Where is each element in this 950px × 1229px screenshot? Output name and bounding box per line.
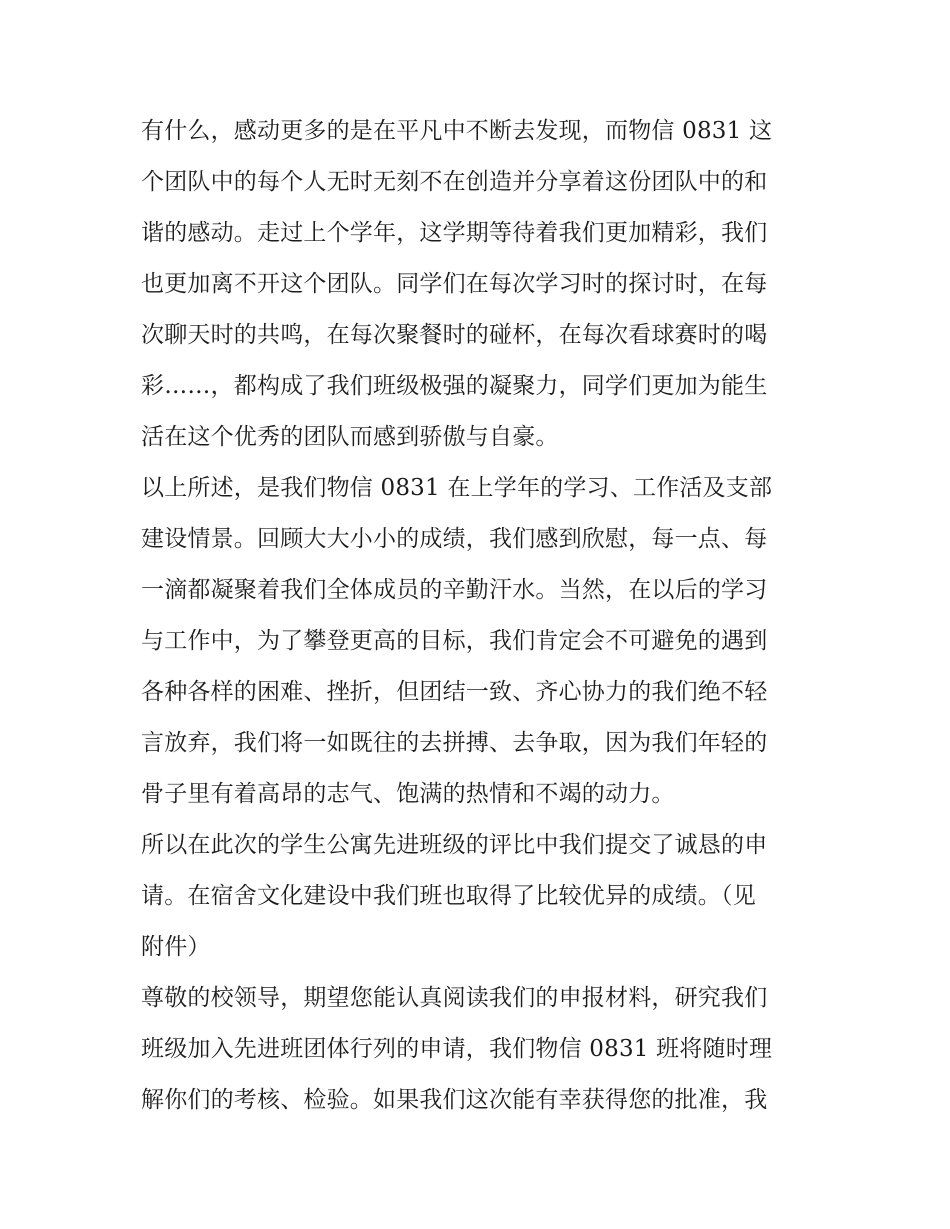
text-line: 与工作中，为了攀登更高的目标，我们肯定会不可避免的遇到 <box>141 628 768 654</box>
text-line: 也更加离不开这个团队。同学们在每次学习时的探讨时，在每 <box>141 271 768 297</box>
text-line: 尊敬的校领导，期望您能认真阅读我们的申报材料，研究我们 <box>141 985 768 1011</box>
text-line: 有什么，感动更多的是在平凡中不断去发现，而物信 0831 这 <box>141 118 773 144</box>
text-line: 各种各样的困难、挫折，但团结一致、齐心协力的我们绝不轻 <box>141 679 768 705</box>
text-line: 言放弃，我们将一如既往的去拼搏、去争取，因为我们年轻的 <box>141 730 768 756</box>
text-line: 彩……，都构成了我们班级极强的凝聚力，同学们更加为能生 <box>141 373 768 399</box>
text-line: 一滴都凝聚着我们全体成员的辛勤汗水。当然，在以后的学习 <box>141 577 768 603</box>
text-line: 次聊天时的共鸣，在每次聚餐时的碰杯，在每次看球赛时的喝 <box>141 322 768 348</box>
text-line: 建设情景。回顾大大小小的成绩，我们感到欣慰，每一点、每 <box>141 526 768 552</box>
body-text <box>141 106 821 1126</box>
text-line: 班级加入先进班团体行列的申请，我们物信 0831 班将随时理 <box>141 1036 773 1062</box>
text-line: 活在这个优秀的团队而感到骄傲与自豪。 <box>141 424 559 450</box>
text-line: 谐的感动。走过上个学年，这学期等待着我们更加精彩，我们 <box>141 220 768 246</box>
text-line: 所以在此次的学生公寓先进班级的评比中我们提交了诚恳的申 <box>141 832 768 858</box>
text-line: 骨子里有着高昂的志气、饱满的热情和不竭的动力。 <box>141 781 675 807</box>
text-line: 附件） <box>141 934 211 960</box>
text-line: 以上所述，是我们物信 0831 在上学年的学习、工作活及支部 <box>141 475 773 501</box>
text-line: 个团队中的每个人无时无刻不在创造并分享着这份团队中的和 <box>141 169 768 195</box>
text-line: 请。在宿舍文化建设中我们班也取得了比较优异的成绩。（见 <box>141 883 756 909</box>
text-line: 解你们的考核、检验。如果我们这次能有幸获得您的批准，我 <box>141 1087 768 1113</box>
